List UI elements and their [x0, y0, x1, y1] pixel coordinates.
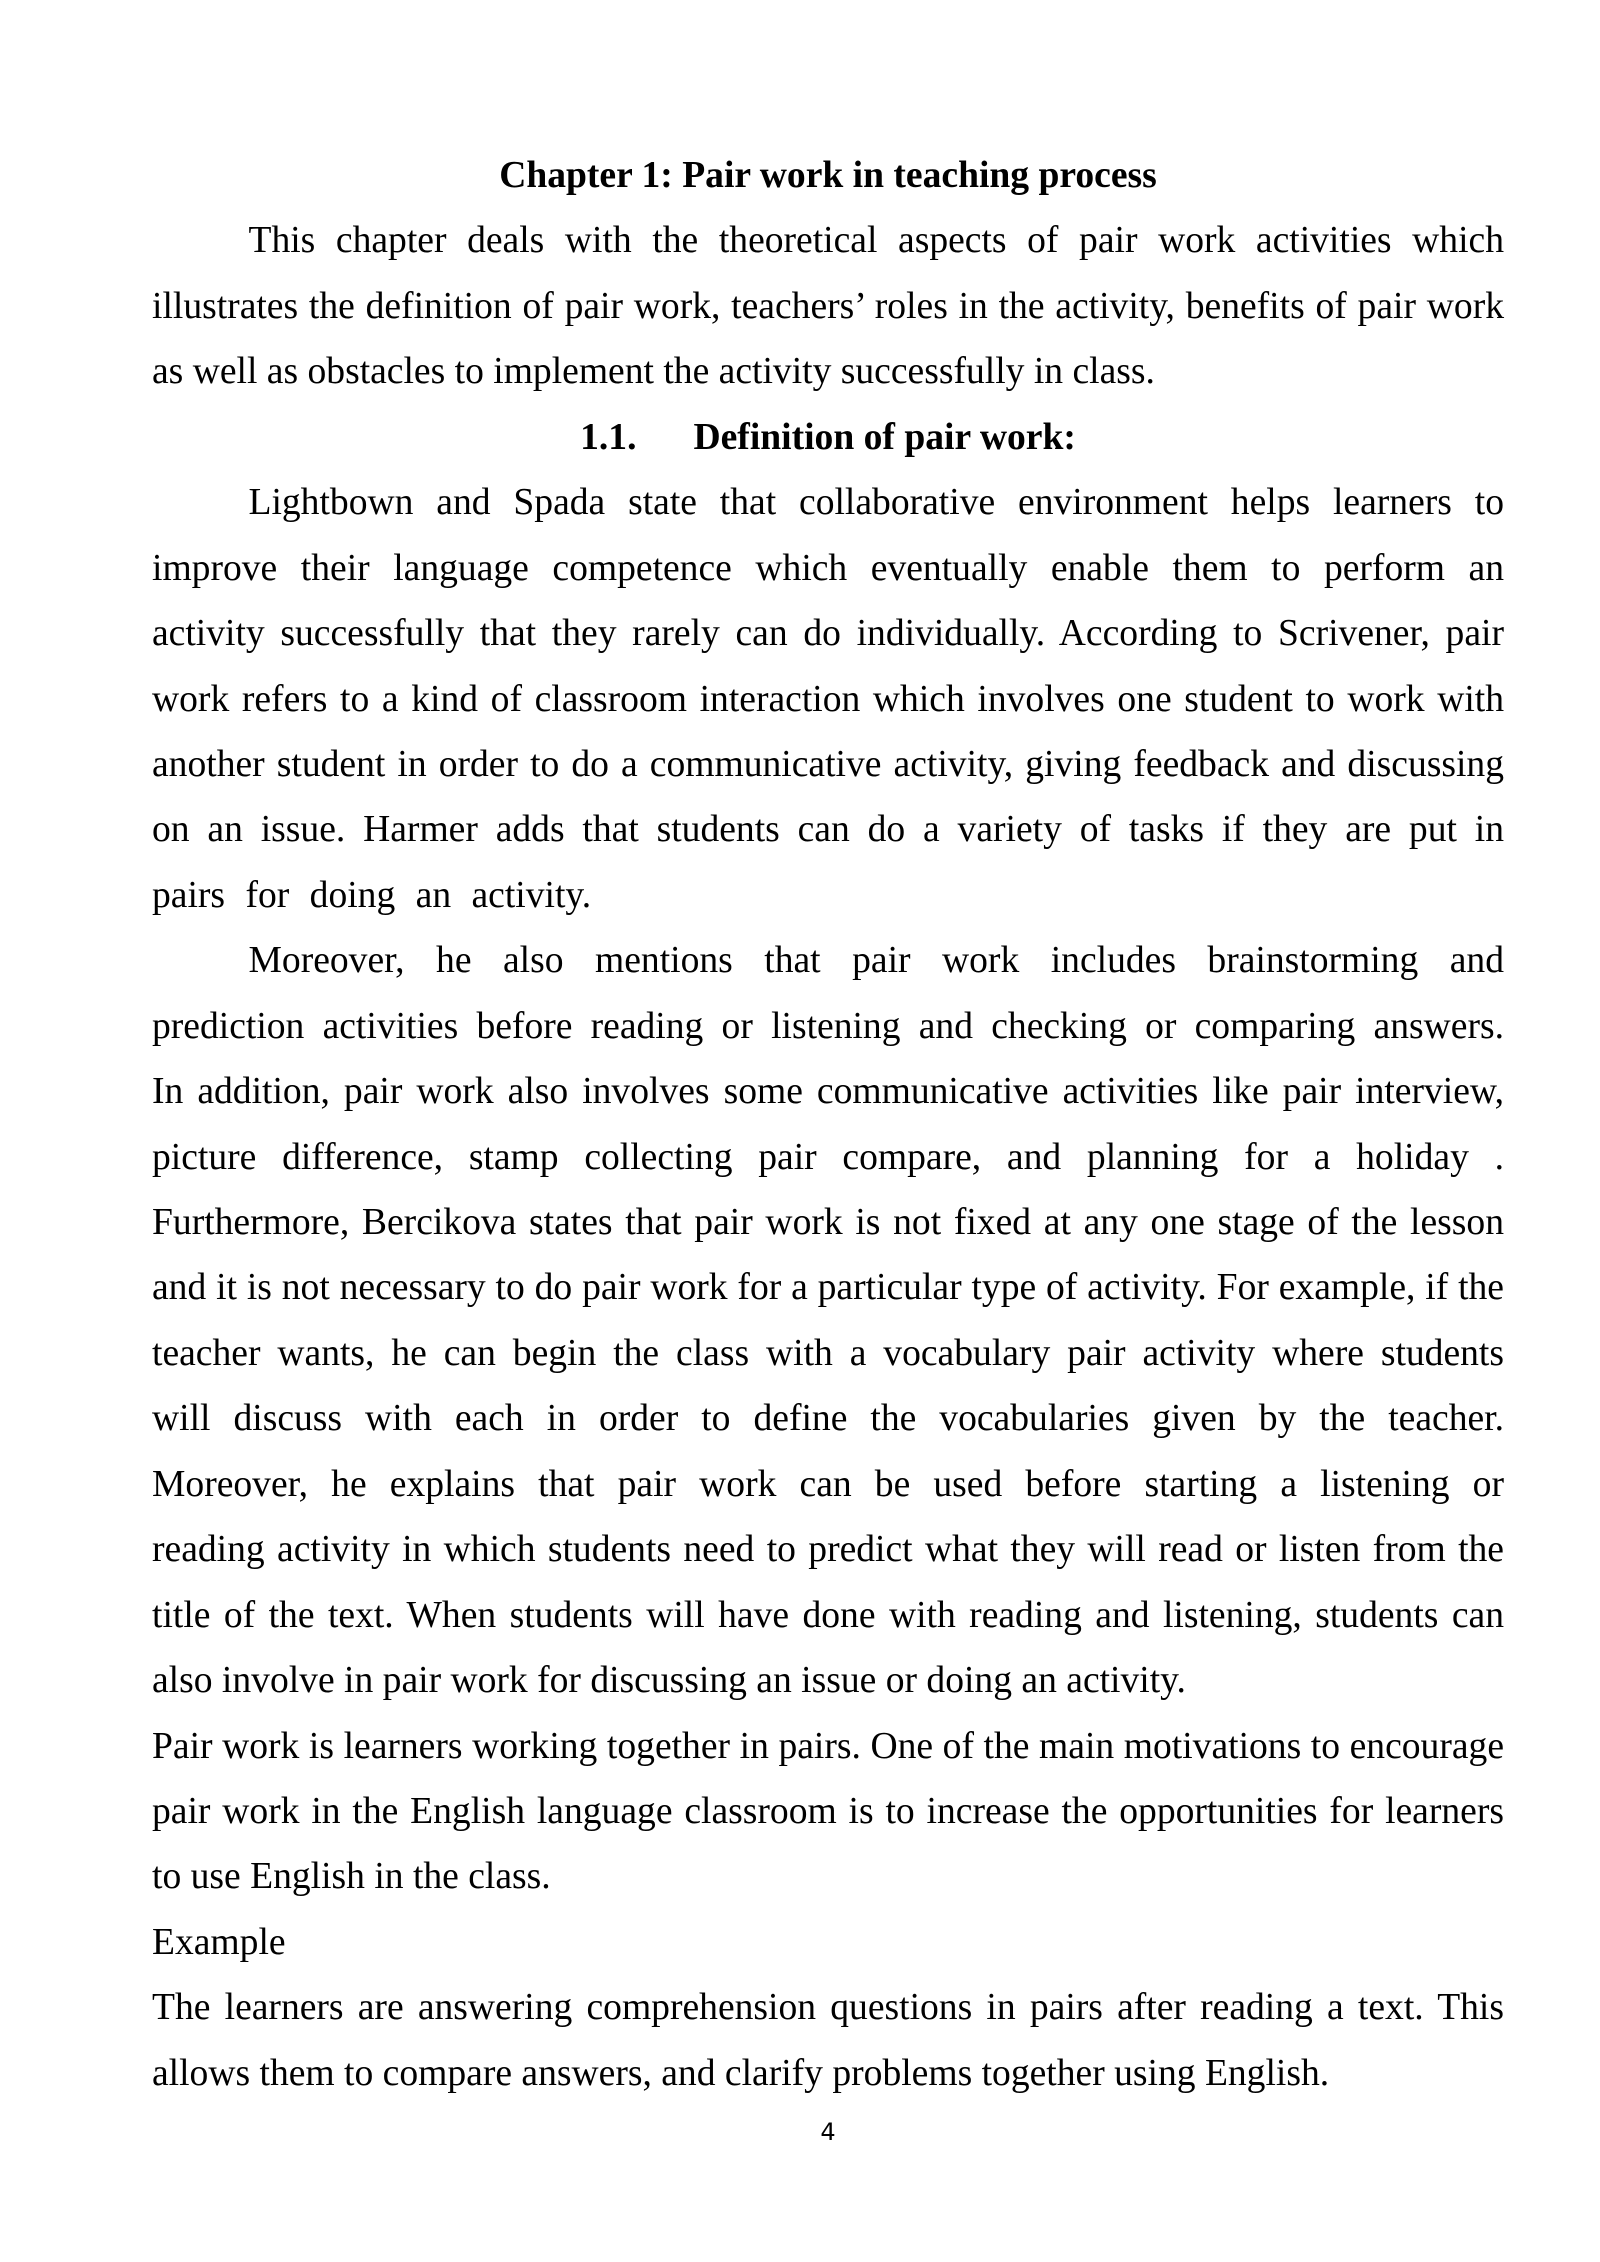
text-line: another student in order to do a communicative activity, giving feedback and discussing — [152, 743, 1504, 785]
text-line: as well as obstacles to implement the activity successfully in class. — [152, 351, 1155, 393]
text-line: Furthermore, Bercikova states that pair work is not fixed at any one stage of the lesson — [152, 1202, 1504, 1243]
paragraph — [152, 1714, 1504, 1910]
text-line: improve their language competence which eventually enable them to perform an — [152, 547, 1504, 589]
paragraph — [152, 1975, 1504, 2106]
text-line: Moreover, he explains that pair work can be used before starting a listening or — [152, 1463, 1504, 1505]
section-title: Definition of pair work: — [693, 416, 1076, 458]
page-number: 4 — [820, 2118, 836, 2146]
text-line: Pair work is learners working together in pairs. One of the main motivations to encourage — [152, 1725, 1504, 1767]
text-line: illustrates the definition of pair work, teachers’ roles in the activity, benefits of pair work — [152, 285, 1504, 327]
paragraph — [152, 928, 1504, 1713]
text-line: picture difference, stamp collecting pair compare, and planning for a holiday . — [152, 1136, 1504, 1178]
text-line: teacher wants, he can begin the class with a vocabulary pair activity where students — [152, 1332, 1504, 1374]
text-line: prediction activities before reading or listening and checking or comparing answers. — [152, 1005, 1504, 1047]
text-line: title of the text. When students will have done with reading and listening, students can — [152, 1594, 1504, 1636]
chapter-title: Chapter 1: Pair work in teaching process — [499, 155, 1157, 196]
text-line: to use English in the class. — [152, 1856, 551, 1898]
page-body — [152, 143, 1504, 2106]
text-line: pairs for doing an activity. — [152, 874, 592, 916]
text-line: The learners are answering comprehension questions in pairs after reading a text. This — [152, 1987, 1504, 2029]
text-line: activity successfully that they rarely can do individually. According to Scrivener, pair — [152, 613, 1504, 655]
section-heading — [152, 405, 1504, 470]
text-line: work refers to a kind of classroom interaction which involves one student to work with — [152, 678, 1504, 720]
text-line: on an issue. Harmer adds that students can do a variety of tasks if they are put in — [152, 809, 1504, 851]
text-line: Lightbown and Spada state that collaborative environment helps learners to — [248, 482, 1504, 524]
text-line: will discuss with each in order to define the vocabularies given by the teacher. — [152, 1398, 1504, 1440]
text-line: This chapter deals with the theoretical aspects of pair work activities which — [248, 220, 1504, 262]
text-line: pair work in the English language classroom is to increase the opportunities for learners — [152, 1790, 1504, 1832]
text-line: Example — [152, 1921, 286, 1963]
paragraph — [152, 208, 1504, 404]
text-line: Moreover, he also mentions that pair work includes brainstorming and — [248, 940, 1504, 982]
text-line: allows them to compare answers, and clarify problems together using English. — [152, 2052, 1330, 2094]
section-number: 1.1. — [580, 416, 637, 458]
text-line: reading activity in which students need to predict what they will read or listen from the — [152, 1529, 1504, 1571]
text-line: In addition, pair work also involves some communicative activities like pair interview, — [152, 1071, 1504, 1113]
example-label — [152, 1910, 1504, 1975]
text-line: also involve in pair work for discussing an issue or doing an activity. — [152, 1660, 1186, 1702]
text-line: and it is not necessary to do pair work for a particular type of activity. For example, if the — [152, 1267, 1504, 1309]
paragraph — [152, 470, 1504, 928]
